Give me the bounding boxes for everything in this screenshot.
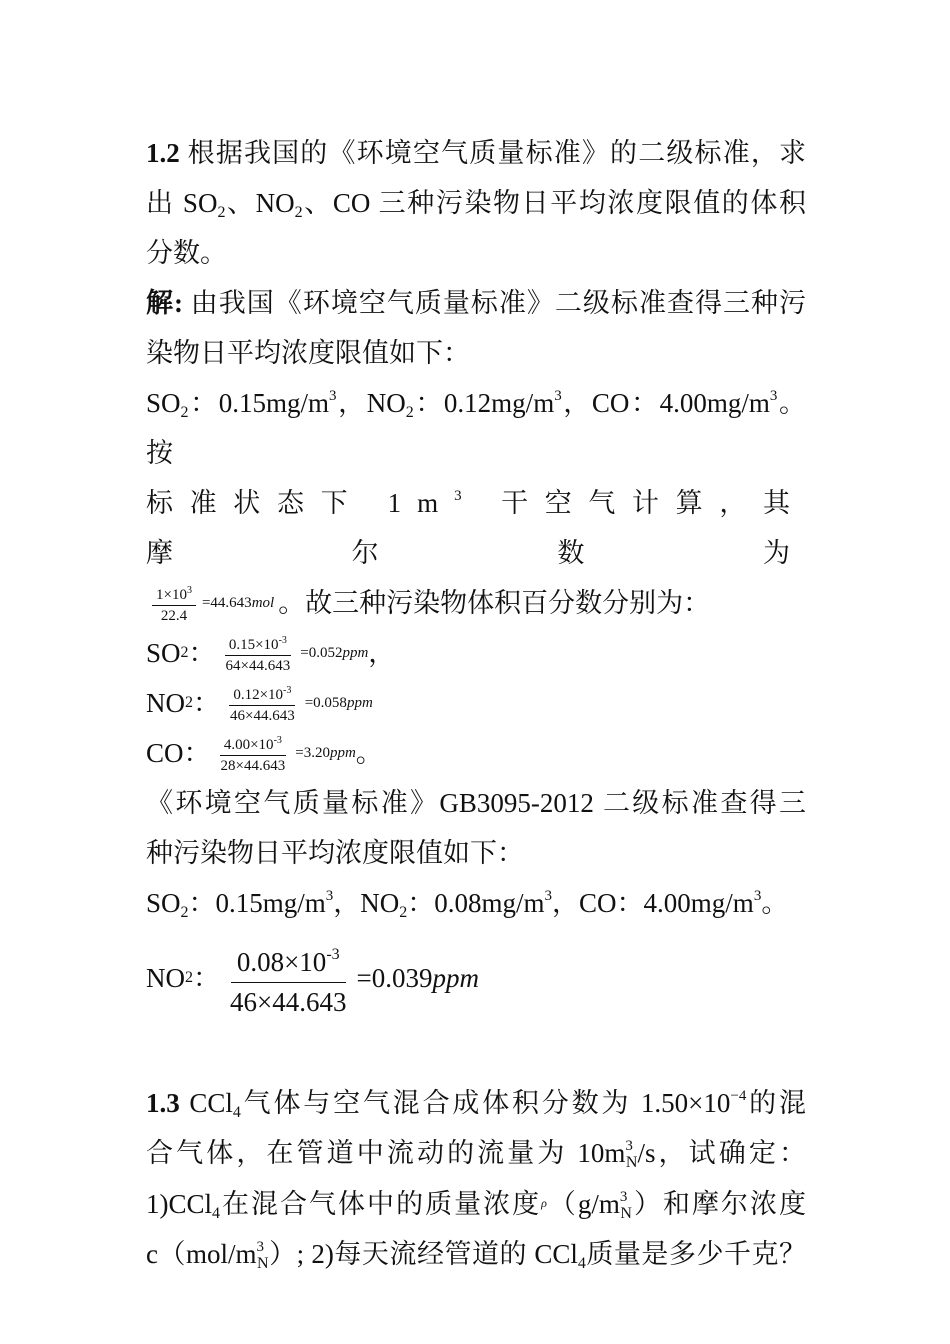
gb-no2-fraction: $\frac{0.08\times 10^{-3}}{46\times 44.643}$ <box>226 937 350 1020</box>
problem-number: 1.2 <box>146 138 180 168</box>
no2-fraction: $\frac{0.12\times 10^{-3}}{46\times 44.643}$ <box>226 682 299 725</box>
problem-1-3-line-3: 1)CCl$_4$在混合气体中的质量浓度$^\rho(g/m^3_N)$和摩尔浓度 <box>146 1189 807 1222</box>
gb-no2-equation: NO 2 ： $\frac{0.08\times 10^{-3}}{46\times 44.643}$ =0.039 ppm <box>146 928 806 1028</box>
gb-values: $SO_2$：$0.15mg/m^3$，$NO_2$：$0.08mg/m^3$，CO：$4.00mg/m^3$。 <box>146 888 789 921</box>
no2-equation: NO 2 ： $\frac{0.12\times 10^{-3}}{46\times 44.643}$ =0.058 ppm <box>146 678 806 728</box>
so2-equation: SO 2 ： $\frac{0.15\times 10^{-3}}{64\times 44.643}$ =0.052 ppm ， <box>146 628 806 678</box>
gb-line-1: 《环境空气质量标准》GB3095-2012 二级标准查得三 <box>146 788 806 818</box>
so2-fraction: $\frac{0.15\times 10^{-3}}{64\times 44.643}$ <box>222 632 295 675</box>
problem-1-3-line-4: $c(mol/m^3_N)$; 2)每天流经管道的 CCl$_4$质量是多少千克？ <box>146 1239 806 1272</box>
problem-number: 1.3 <box>146 1088 180 1118</box>
solution-values: $SO_2$：$0.15mg/m^3$，$NO_2$：$0.12mg/m^3$，CO：$4.00mg/m^3$。按 <box>146 388 807 468</box>
problem-1-3-line-2: 合气体，在管道中流动的流量为 $10m^3_N/s$，试确定： <box>146 1138 806 1171</box>
standard-state-line: 标准状态下 $1m^3$ 干空气计算，其摩尔数为 <box>146 488 806 568</box>
rho-symbol: ρ <box>541 1196 547 1210</box>
spacer <box>146 1028 806 1078</box>
problem-1-2-line-1: 1.2 根据我国的《环境空气质量标准》的二级标准，求 <box>146 138 807 168</box>
gb-line-2: 种污染物日平均浓度限值如下： <box>146 838 524 868</box>
problem-1-3-line-1: 1.3 CCl$_4$气体与空气混合成体积分数为 $1.50\times 10^{-4}$的混 <box>146 1088 806 1121</box>
co-fraction: $\frac{4.00\times 10^{-3}}{28\times 44.643}$ <box>217 732 290 775</box>
mol-equation: $\frac{1\times 10^3}{22.4}$ =44.643 mol 。故三种污染物体积百分数分别为： <box>146 578 806 628</box>
co-equation: CO： $\frac{4.00\times 10^{-3}}{28\times 44.643}$ =3.20 ppm 。 <box>146 728 806 778</box>
solution-line-2: 染物日平均浓度限值如下： <box>146 338 470 368</box>
document-page <box>146 128 806 1279</box>
mol-fraction: $\frac{1\times 10^3}{22.4}$ <box>152 582 196 625</box>
solution-line-1: 解: 由我国《环境空气质量标准》二级标准查得三种污 <box>146 288 807 318</box>
solution-label: 解: <box>146 288 184 318</box>
problem-1-2-line-3: 分数。 <box>146 238 227 268</box>
problem-1-2-line-2: 出 $SO_2$、$NO_2$、CO 三种污染物日平均浓度限值的体积 <box>146 188 806 221</box>
